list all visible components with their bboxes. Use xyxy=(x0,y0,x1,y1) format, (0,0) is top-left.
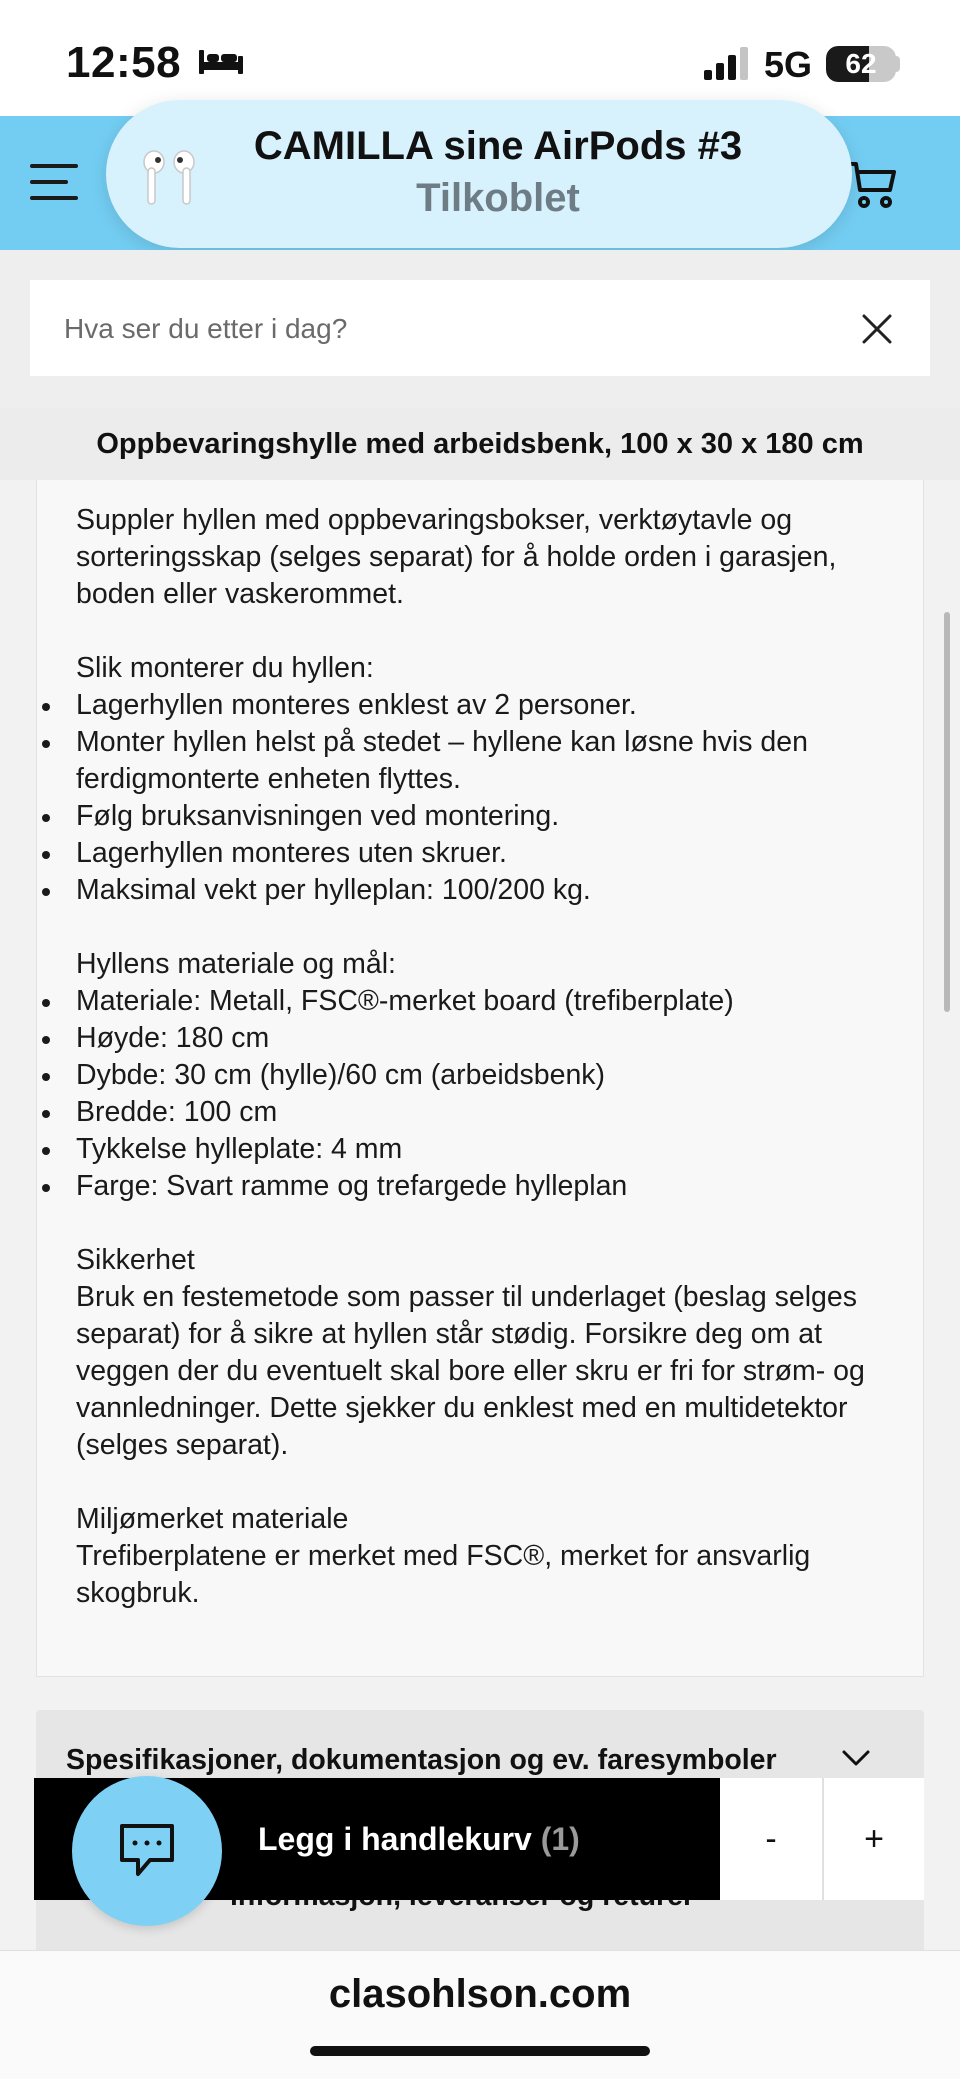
material-heading: Hyllens materiale og mål: xyxy=(76,948,396,980)
list-item: Monter hyllen helst på stedet – hyllene kan løsne hvis den ferdigmonterte enheten flyttes. xyxy=(76,724,906,798)
battery-icon xyxy=(826,46,896,82)
add-to-cart-label: Legg i handlekurv xyxy=(258,1821,532,1857)
airpods-popup[interactable] xyxy=(106,100,852,248)
material-list xyxy=(76,983,906,1205)
network-label: 5G xyxy=(764,44,813,85)
close-icon[interactable] xyxy=(862,314,892,344)
quantity-increase-button[interactable]: + xyxy=(824,1778,924,1900)
safety-heading: Sikkerhet xyxy=(76,1244,195,1276)
list-item: Farge: Svart ramme og trefargede hylleplan xyxy=(76,1168,906,1205)
assembly-list xyxy=(76,687,906,909)
description-intro: Suppler hyllen med oppbevaringsbokser, verktøytavle og sorteringsskap (selges separat) for å holde orden i garasjen, boden eller vaskerommet. xyxy=(76,504,837,610)
list-item: Tykkelse hylleplate: 4 mm xyxy=(76,1131,906,1168)
home-indicator xyxy=(310,2046,650,2056)
safety-text: Bruk en festemetode som passer til underlaget (beslag selges separat) for å sikre at hyllen står stødig. Forsikre deg om at veggen der du eventuelt skal bore eller skru er fri for strøm- og vannledninger. Dette sjekker du enklest med en multidetektor (selges separat). xyxy=(76,1281,865,1461)
battery-tip xyxy=(894,56,900,72)
menu-icon[interactable] xyxy=(30,164,78,204)
scrollbar[interactable] xyxy=(944,612,950,1012)
browser-url: clasohlson.com xyxy=(328,1972,632,2016)
bed-icon xyxy=(198,46,244,76)
list-item: Lagerhyllen monteres uten skruer. xyxy=(76,835,906,872)
chevron-down-icon[interactable] xyxy=(840,1746,872,1770)
eco-text: Trefiberplatene er merket med FSC®, merket for ansvarlig skogbruk. xyxy=(76,1540,811,1609)
list-item: Materiale: Metall, FSC®-merket board (trefiberplate) xyxy=(76,983,906,1020)
product-description xyxy=(76,502,906,1612)
signal-icon xyxy=(702,46,752,80)
cart-icon[interactable] xyxy=(846,160,898,210)
chat-icon xyxy=(116,1820,178,1880)
list-item: Høyde: 180 cm xyxy=(76,1020,906,1057)
list-item: Dybde: 30 cm (hylle)/60 cm (arbeidsbenk) xyxy=(76,1057,906,1094)
product-title: Oppbevaringshylle med arbeidsbenk, 100 x 30 x 180 cm xyxy=(96,428,864,460)
list-item: Følg bruksanvisningen ved montering. xyxy=(76,798,906,835)
accordion-specifications-label: Spesifikasjoner, dokumentasjon og ev. faresymboler xyxy=(66,1744,777,1776)
quantity-decrease-button[interactable]: - xyxy=(720,1778,824,1900)
cart-count: (1) xyxy=(540,1821,580,1857)
list-item: Lagerhyllen monteres enklest av 2 personer. xyxy=(76,687,906,724)
list-item: Bredde: 100 cm xyxy=(76,1094,906,1131)
list-item: Maksimal vekt per hylleplan: 100/200 kg. xyxy=(76,872,906,909)
assembly-heading: Slik monterer du hyllen: xyxy=(76,652,374,684)
airpods-status: Tilkoblet xyxy=(416,176,580,220)
status-time: 12:58 xyxy=(66,38,182,87)
search-box xyxy=(30,280,930,376)
airpods-title: CAMILLA sine AirPods #3 xyxy=(253,124,743,168)
airpods-icon xyxy=(138,148,200,208)
search-input[interactable] xyxy=(62,280,826,378)
battery-level: 62 xyxy=(845,48,877,79)
eco-heading: Miljømerket materiale xyxy=(76,1503,349,1535)
